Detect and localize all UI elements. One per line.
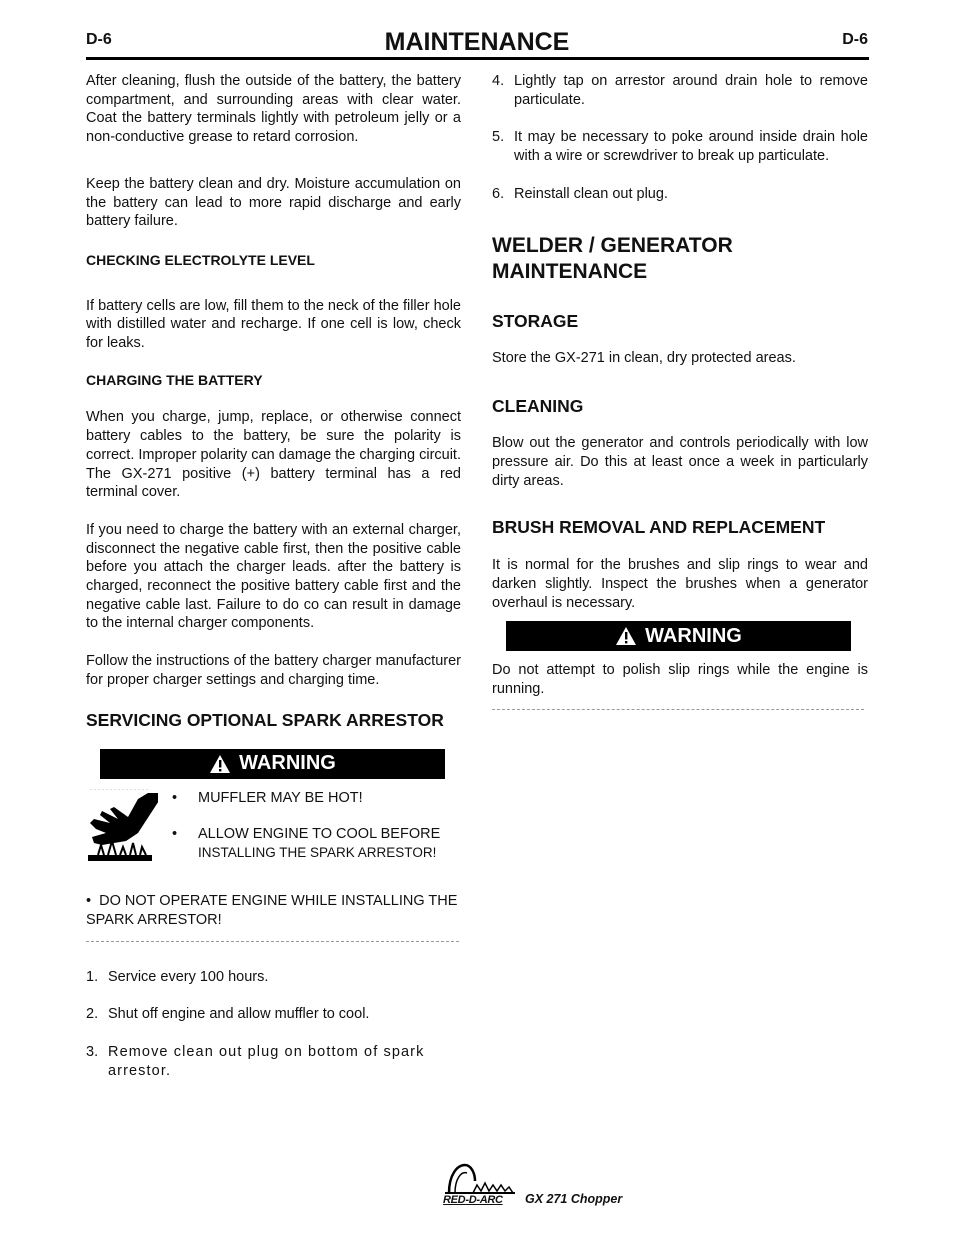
- brush-paragraph: It is normal for the brushes and slip rings to wear and darken slightly. Inspect the brushes when a generator overhaul is necessary.: [492, 557, 868, 611]
- heading-electrolyte: CHECKING ELECTROLYTE LEVEL: [86, 251, 315, 268]
- page-title: MAINTENANCE: [384, 28, 570, 56]
- cleaning-paragraph: Blow out the generator and controls periodically with low pressure air. Do this at least once a week in particularly dirty areas.: [492, 435, 868, 489]
- right-column: [492, 72, 868, 710]
- bullet-marker: •: [172, 826, 178, 843]
- step-number: 5.: [492, 129, 505, 146]
- step-number: 2.: [86, 1006, 99, 1023]
- list-item: [86, 1005, 461, 1024]
- step-text: Remove clean out plug on bottom of spark arrestor.: [108, 1044, 425, 1079]
- footer: [443, 1163, 622, 1209]
- storage-paragraph: Store the GX-271 in clean, dry protected areas.: [492, 349, 796, 366]
- charger-instructions-paragraph: Follow the instructions of the battery charger manufacturer for proper charger settings and charging time.: [86, 653, 461, 688]
- hot-muffler-warning: [86, 789, 461, 875]
- step-text: Reinstall clean out plug.: [514, 185, 668, 202]
- list-item: [86, 1043, 461, 1080]
- bullet-do-not-operate: DO NOT OPERATE ENGINE WHILE INSTALLING THE SPARK ARRESTOR!: [86, 893, 458, 928]
- step-number: 6.: [492, 185, 505, 202]
- bullet-muffler-hot: MUFFLER MAY BE HOT!: [198, 789, 363, 806]
- battery-dry-paragraph: Keep the battery clean and dry. Moisture accumulation on the battery can lead to more rapid discharge and early battery failure.: [86, 175, 461, 230]
- step-text: Shut off engine and allow muffler to cool.: [108, 1006, 370, 1023]
- heading-spark-arrestor: SERVICING OPTIONAL SPARK ARRESTOR: [86, 709, 444, 730]
- dashed-divider: [86, 941, 459, 942]
- red-d-arc-logo: [443, 1163, 517, 1209]
- step-text: Lightly tap on arrestor around drain hole to remove particulate.: [514, 73, 868, 108]
- bullet-marker: •: [172, 789, 178, 806]
- heading-brush: BRUSH REMOVAL AND REPLACEMENT: [492, 517, 826, 538]
- warning-triangle-icon: [209, 754, 231, 774]
- step-number: 4.: [492, 73, 505, 89]
- warning-label: WARNING: [645, 625, 742, 648]
- list-item: [86, 968, 461, 987]
- step-number: 1.: [86, 968, 99, 985]
- step-text: Service every 100 hours.: [108, 968, 269, 985]
- warning-banner-spark: [100, 749, 445, 779]
- steps-list-right: [492, 72, 868, 204]
- bullet-do-not-operate-row: [86, 892, 461, 929]
- warning-banner-slip-rings: [506, 621, 851, 651]
- list-item: [172, 789, 461, 808]
- list-item: [492, 128, 868, 165]
- bullet-allow-cool-cont: INSTALLING THE SPARK ARRESTOR!: [198, 844, 437, 860]
- steps-list-left: [86, 968, 461, 1081]
- bullet-allow-cool: ALLOW ENGINE TO COOL BEFORE: [198, 826, 441, 843]
- hot-bullets: [172, 789, 461, 875]
- heading-cleaning: CLEANING: [492, 396, 584, 417]
- step-text: It may be necessary to poke around inside drain hole with a wire or screwdriver to break up particulate.: [514, 129, 868, 165]
- model-name: GX 271 Chopper: [525, 1192, 623, 1206]
- electrolyte-paragraph: If battery cells are low, fill them to the neck of the filler hole with distilled water and recharge. If one cell is low, check for leaks.: [86, 297, 461, 352]
- list-item: [492, 72, 868, 109]
- list-item: [172, 825, 461, 862]
- brand-name: RED-D-ARC: [443, 1194, 503, 1206]
- heading-welder-generator: WELDER / GENERATOR MAINTENANCE: [492, 233, 733, 283]
- heading-charging: CHARGING THE BATTERY: [86, 371, 263, 388]
- bullet-marker: •: [86, 893, 92, 910]
- step-number: 3.: [86, 1044, 99, 1061]
- slip-ring-warning-paragraph: Do not attempt to polish slip rings while the engine is running.: [492, 662, 868, 698]
- heading-storage: STORAGE: [492, 310, 579, 331]
- page-code-left: D-6: [86, 31, 112, 48]
- hot-surface-icon: [86, 789, 172, 875]
- left-column: [86, 72, 461, 1081]
- dashed-divider: [492, 709, 864, 710]
- header-rule: [86, 57, 869, 60]
- external-charger-paragraph: If you need to charge the battery with an external charger, disconnect the negative cable first, then the positive cable before you attach the charger leads. after the battery is charged, reconnect the positive battery cable first and the negative cable last. Failure to do co can result in damage to the internal charger components.: [86, 521, 461, 632]
- warning-label: WARNING: [239, 752, 336, 775]
- charging-polarity-paragraph: When you charge, jump, replace, or otherwise connect battery cables to the battery, be sure the polarity is correct. Improper polarity can damage the charging circuit. The GX-271 positive (+) battery terminal has a red terminal cover.: [86, 409, 461, 501]
- list-item: [492, 185, 868, 204]
- battery-flush-paragraph: After cleaning, flush the outside of the battery, the battery compartment, and surrounding areas with clear water. Coat the battery terminals lightly with petroleum jelly or a non-conductive grease to retard corrosion.: [86, 73, 461, 146]
- warning-triangle-icon: [615, 626, 637, 646]
- page-code-right: D-6: [842, 31, 868, 48]
